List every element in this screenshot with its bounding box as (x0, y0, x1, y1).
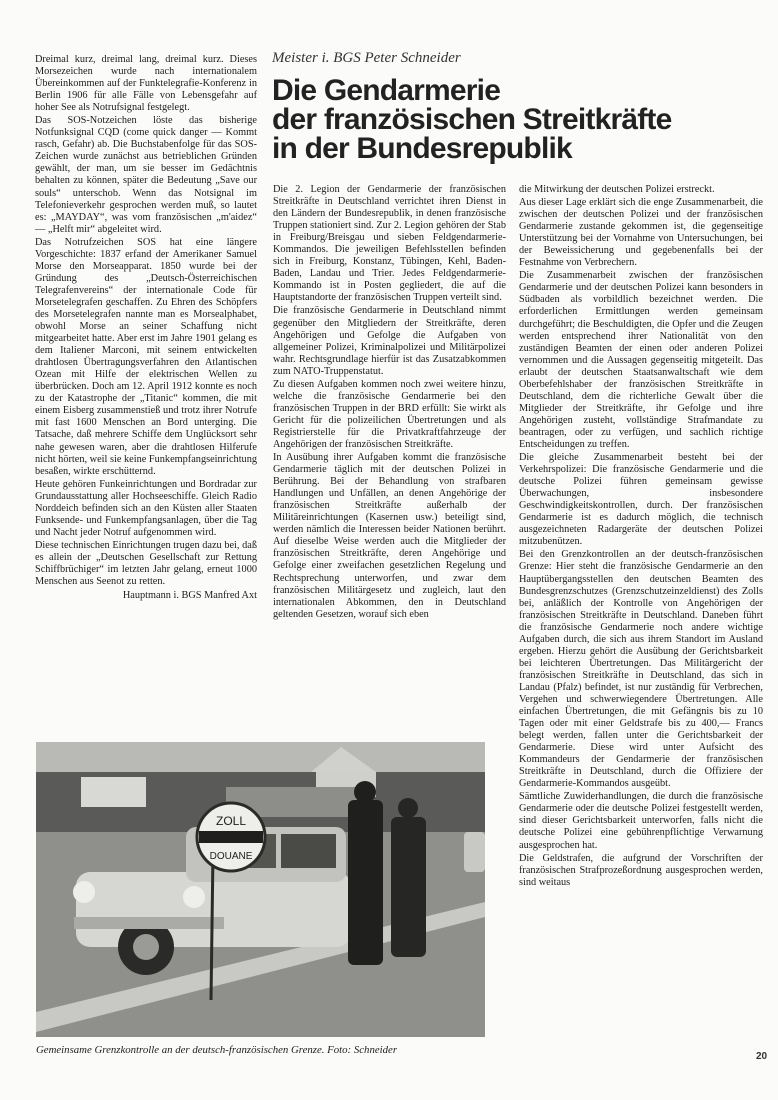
paragraph: Die 2. Legion der Gendarmerie der französischen Streitkräfte in Deutschland verrichtet ihren Dienst in den Ländern der Bundesrepublik, in denen französische Truppen stationiert sind. Zur 2. Legion gehören der Stab in Freiburg/Breisgau und sieben Feldgendarmerie-Kommandos. Die jeweiligen Befehlsstellen befinden sich in Freiburg, Konstanz, Tübingen, Kehl, Baden-Baden, Landau und Trier. Jedes Feldgendarmerie-Kommando ist in Posten gegliedert, die auf die Hauptstandorte der französischen Truppen verteilt sind. (273, 184, 506, 304)
paragraph: die Mitwirkung der deutschen Polizei erstreckt. (519, 184, 715, 195)
headline-line: in der Bundesrepublik (272, 132, 572, 165)
paragraph: Heute gehören Funkeinrichtungen und Bordradar zur Grundausstattung aller Hochseeschiffe. Gleich Radio Norddeich befinden sich an den Küsten aller Staaten Funksende- und Funkempfangsanlagen, über die Tag und Nacht jeder Notruf aufgenommen wird. (35, 478, 257, 538)
paragraph: Die Geldstrafen, die aufgrund der Vorschriften der französischen Strafprozeßordnung ausgesprochen werden, sind weitaus (519, 852, 763, 888)
photo-caption: Gemeinsame Grenzkontrolle an der deutsch-französischen Grenze. Foto: Schneider (36, 1044, 398, 1056)
paragraph: Diese technischen Einrichtungen trugen dazu bei, daß es allein der „Deutschen Gesellschaft zur Rettung Schiffbrüchiger“ im letzten Jahr gelang, erneut 1000 Menschen aus Seenot zu retten. (35, 539, 257, 588)
headline-line: Die Gendarmerie (272, 74, 501, 107)
paragraph: Bei den Grenzkontrollen an der deutsch-französischen Grenze: Hier steht die französische Gendarmerie an den Hauptübergangsstellen den deutschen Beamten des Bundesgrenzschutzes (Grenzschutzeinzeldienst) des Zolls bei, anläßlich der Kontrolle von Angehörigen der französischen Streitkräfte in Deutschland. Daneben führt die französische Gendarmerie noch andere wichtige Aufgaben durch, die sich aus ihrem Standort im Ausland ergeben. Hierzu gehört die Ausübung der Gerichtsbarkeit bei leichteren Übertretungen. Das Militärgericht der französischen Streitkräfte in Deutschland, das sich in Landau (Pfalz) befindet, ist nur zuständig für Verbrechen, Vergehen und schwerwiegendere Übertretungen. Alle einfachen Übertretungen, die mit Gefängnis bis zu 10 Tagen oder mit einer Geldstrafe bis zu 400,— Francs belegt werden, fallen unter die Gerichtsbarkeit der Gendarmerie. Diese wird unter Aufsicht des Kommandeurs der Gendarmerie der französischen Streitkräfte in Deutschland, durch die Offiziere der Gendarmerie-Kommandos ausgeübt. (519, 549, 763, 790)
headline-line: der französischen Streitkräfte (272, 103, 672, 136)
author-signoff: Hauptmann i. BGS Manfred Axt (122, 590, 257, 602)
left-article-column (35, 54, 257, 603)
article-column-3 (519, 184, 763, 890)
paragraph: Zu diesen Aufgaben kommen noch zwei weitere hinzu, welche die französische Gendarmerie bei den französischen Truppen in der BRD erfüllt: Sie wirkt als Gericht für die polizeilichen Übertretungen und als Registrierstelle für die Privatkraftfahrzeuge der Angehörigen der französischen Streitkräfte. (273, 378, 506, 450)
headline (272, 76, 772, 163)
border-control-photo (36, 742, 485, 1037)
byline: Meister i. BGS Peter Schneider (272, 50, 461, 66)
paragraph: Aus dieser Lage erklärt sich die enge Zusammenarbeit, die zwischen der deutschen Polizei und der französischen Gendarmerie zustande gekommen ist, die gegenseitige Unterstützung bei der Vornahme von Untersuchungen, bei der Beweissicherung und gegebenenfalls bei der Festnahme von Verbrechern. (519, 197, 763, 269)
photo-illustration (36, 742, 485, 1037)
paragraph: In Ausübung ihrer Aufgaben kommt die französische Gendarmerie täglich mit der deutschen Polizei in Berührung. Bei der Behandlung von strafbaren Handlungen und Unfällen, an denen Angehörige der französischen Streitkräfte außerhalb der Militäreinrichtungen (Kasernen usw.) beteiligt sind, werden nämlich die Interessen beider Nationen berührt. Auf dieselbe Weise werden auch die Mitglieder der französischen Streitkräfte, deren Angehörige und Gefolge einer zweifachen gesetzlichen Regelung und Rechtsprechung unterworfen, und zwar dem französischen Militärgesetz und zugleich, laut den internationalen Abkommen, den in Deutschland geltenden Gesetzen, worauf sich eben (273, 452, 506, 620)
paragraph: Dreimal kurz, dreimal lang, dreimal kurz. Dieses Morsezeichen wurde nach internationalem Übereinkommen auf der Funktelegrafie-Konferenz in Berlin 1906 für alle Fälle von Lebensgefahr auf hoher See als Notrufsignal festgelegt. (35, 54, 257, 114)
article-column-2 (273, 184, 506, 622)
paragraph: Sämtliche Zuwiderhandlungen, die durch die französische Gendarmerie oder die deutsche Polizei festgestellt werden, sind dieser Gerichtsbarkeit unterworfen, falls nicht die deutsche Polizei eine gebührenpflichtige Verwarnung ausgesprochen hat. (519, 791, 763, 851)
paragraph: Die gleiche Zusammenarbeit besteht bei der Verkehrspolizei: Die französische Gendarmerie und die deutsche Polizei führen gemeinsam gewisse Überwachungen, insbesondere Geschwindigkeitskontrollen, durch. Der französischen Gendarmerie ist es dadurch möglich, die technisch ausgezeichneten Radargeräte der deutschen Polizei mitzubenützen. (519, 452, 763, 548)
paragraph: Das Notrufzeichen SOS hat eine längere Vorgeschichte: 1837 erfand der Amerikaner Samuel Morse den Morseapparat. 1850 wurde bei der Gründung des „Deutsch-Österreichischen Telegrafenvereins“ der internationale Code für Morsetelegrafen geschaffen. Zu Ehren des Schöpfers des Morsetelegrafen nannte man es Morsealphabet, obwohl Morse an seiner Schaffung nicht mitgearbeitet hatte. Aber erst im Jahre 1901 gelang es dem Italiener Marconi, mit seinem entwickelten drahtlosen Übertragungsverfahren den Atlantischen Ozean mit Hilfe der elektrischen Wellen zu überbrücken. Doch am 12. April 1912 konnte es noch zu der Katastrophe der „Titanic“ kommen, die mit einem Eisberg zusammenstieß und trotz ihrer Notrufe mit fast 1600 Menschen an Bord unterging. Die Tatsache, daß mehrere Schiffe dem Unglücksort sehr nahe gewesen waren, aber die drahtlosen Hilferufe nicht hörten, weil sie keine Funkempfangseinrichtung besaßen, wirkte erschütternd. (35, 236, 257, 477)
sign-zoll-text: ZOLL (215, 814, 247, 828)
page-number: 20 (756, 1051, 768, 1062)
paragraph: Die französische Gendarmerie in Deutschland nimmt gegenüber den Mitgliedern der Streitkräfte, deren Angehörigen und Gefolge die Aufgaben von allgemeiner Polizei, Kriminalpolizei und Militärpolizei wahr. Rechtsgrundlage hierfür ist das Zusatzabkommen zum NATO-Truppenstatut. (273, 305, 506, 377)
paragraph: Das SOS-Notzeichen löste das bisherige Notfunksignal CQD (come quick danger — Kommt rasch, Gefahr) ab. Die Buchstabenfolge für das SOS-Zeichen wurde zunächst aus betrieblichen Gründen gewählt, der man, um sie besser im Gedächtnis behalten zu können, später die Bedeutung „Save our souls“ unterschob. Wenn das Notsignal im Telefonieverkehr gesprochen werden muß, so lautet es: „MAYDAY“, was vom französischen „m'aidez“ — „Helft mir“ abgeleitet wird. (35, 115, 257, 235)
paragraph: Die Zusammenarbeit zwischen der französischen Gendarmerie und der deutschen Polizei kann besonders in Südbaden als vorbildlich bezeichnet werden. Die erforderlichen Ermittlungen werden gemeinsam durchgeführt; die Beschuldigten, die Opfer und die Zeugen werden entsprechend ihrer Nationalität von den zuständigen Beamten der einen oder anderen Polizei vernommen und die Aussagen gegenseitig mitgeteilt. Das erlaubt der deutschen Staatsanwaltschaft wie dem Oberbefehlshaber der französischen Streitkräfte in Deutschland, dem die richterliche Gewalt über die Mitglieder der Streitkräfte, ihr Gefolge und ihre Angehörigen zusteht, vollständige Strafmandate zu beantragen, oder zu verfügen, und sachlich richtige Entscheidungen zu treffen. (519, 270, 763, 450)
sign-douane-text: DOUANE (209, 851, 253, 862)
